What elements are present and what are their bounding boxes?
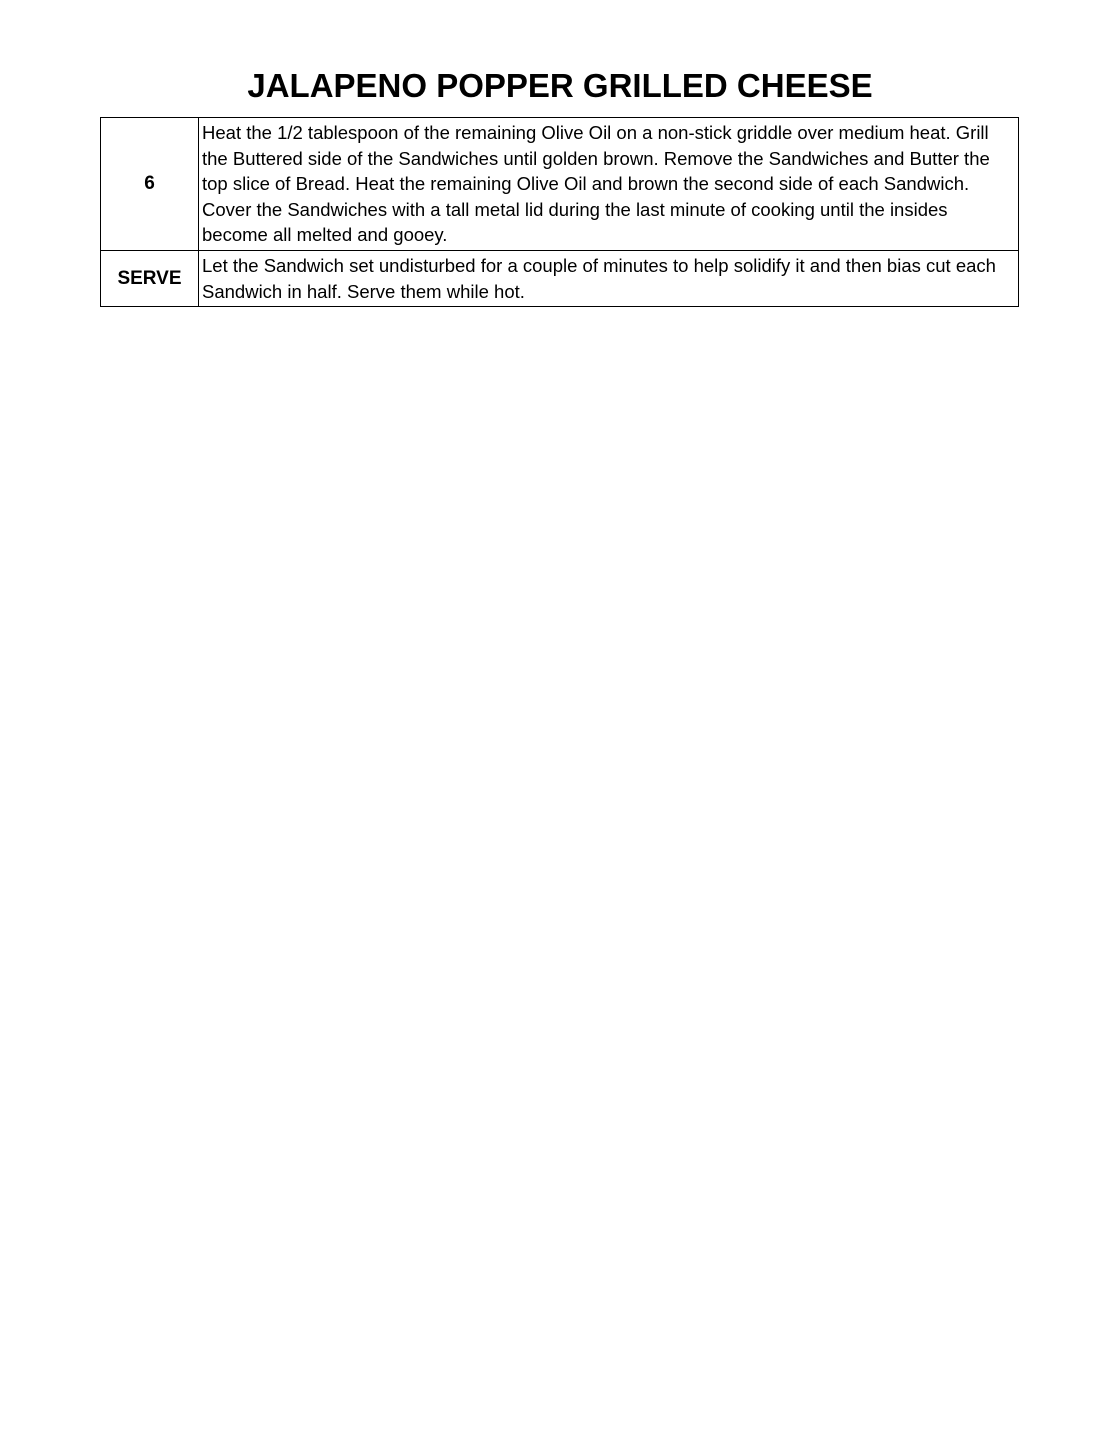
page-title: JALAPENO POPPER GRILLED CHEESE <box>247 67 873 104</box>
step-label: 6 <box>101 118 199 251</box>
recipe-steps-table <box>100 117 1019 307</box>
step-label: SERVE <box>101 250 199 306</box>
step-instructions: Heat the 1/2 tablespoon of the remaining Olive Oil on a non-stick griddle over medium heat. Grill the Buttered side of the Sandwiches until golden brown. Remove the Sandwiches and Butter the top slice of Bread. Heat the remaining Olive Oil and brown the second side of each Sandwich. Cover the Sandwiches with a tall metal lid during the last minute of cooking until the insides become all melted and gooey. <box>199 118 1019 251</box>
table-row <box>101 250 1019 306</box>
recipe-steps-body <box>101 118 1019 307</box>
table-row <box>101 118 1019 251</box>
step-instructions: Let the Sandwich set undisturbed for a couple of minutes to help solidify it and then bias cut each Sandwich in half. Serve them while hot. <box>199 250 1019 306</box>
